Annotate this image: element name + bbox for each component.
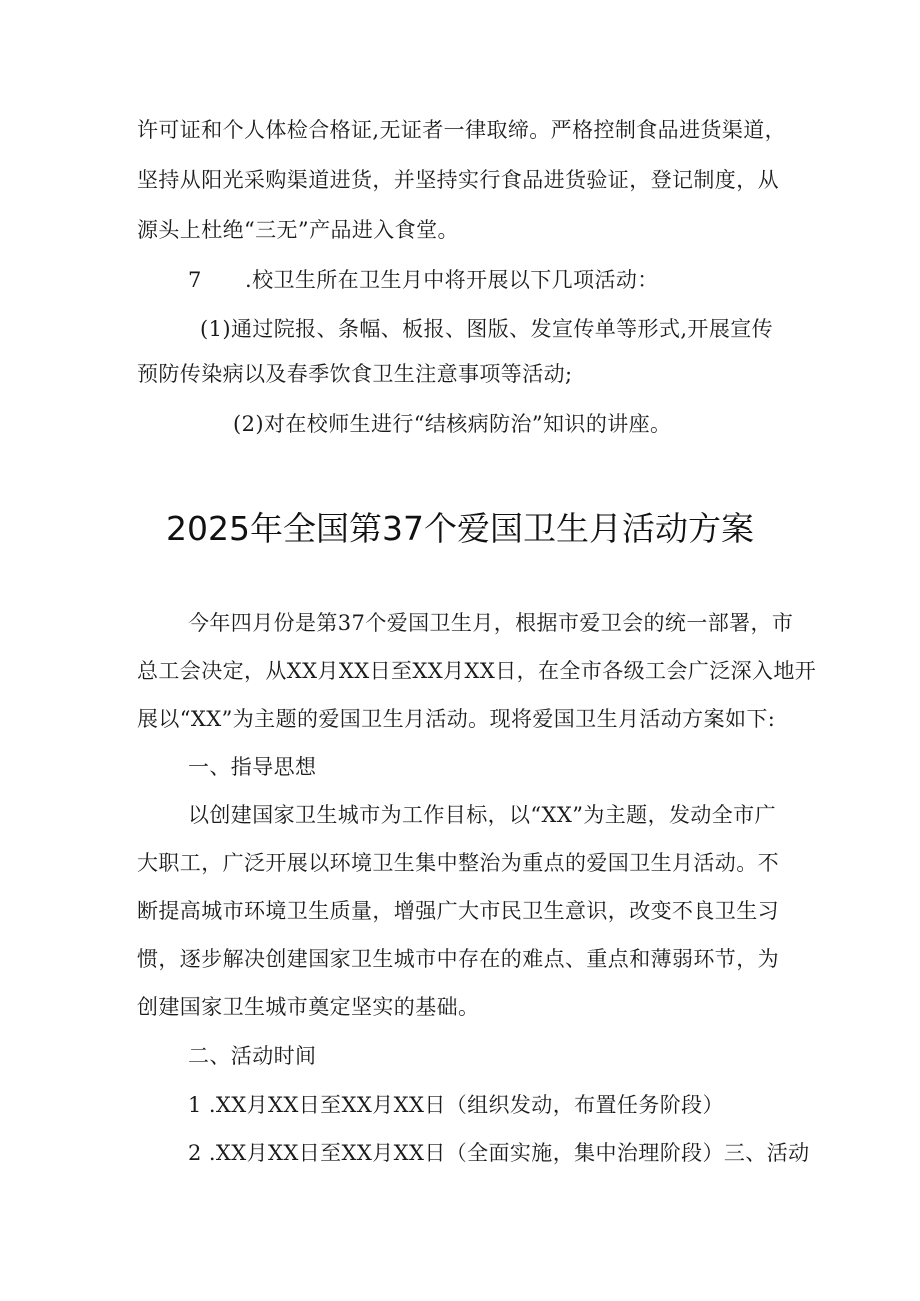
paragraph-line: 断提高城市环境卫生质量，增强广大市民卫生意识，改变不良卫生习 <box>137 899 779 923</box>
paragraph-line: 大职工，广泛开展以环境卫生集中整治为重点的爱国卫生月活动。不 <box>137 851 779 875</box>
paragraph-line: 今年四月份是第37个爱国卫生月，根据市爱卫会的统一部署，市 <box>188 611 794 635</box>
paragraph-line: 总工会决定，从XX月XX日至XX月XX日，在全市各级工会广泛深入地开 <box>137 659 817 683</box>
list-item-text: .校卫生所在卫生月中将开展以下几项活动： <box>245 268 659 292</box>
list-item: 1 .XX月XX日至XX月XX日（组织发动，布置任务阶段） <box>188 1093 724 1117</box>
paragraph-line: 惯，逐步解决创建国家卫生城市中存在的难点、重点和薄弱环节，为 <box>137 947 779 971</box>
sub-item-line: (2)对在校师生进行“结核病防治”知识的讲座。 <box>233 412 672 436</box>
paragraph-line: 以创建国家卫生城市为工作目标，以“XX”为主题，发动全市广 <box>188 803 776 827</box>
page-title: 2025年全国第37个爱国卫生月活动方案 <box>166 509 754 548</box>
section-heading: 二、活动时间 <box>188 1044 317 1068</box>
sub-item-line: 预防传染病以及春季饮食卫生注意事项等活动; <box>137 362 573 386</box>
list-item-number: 7 <box>188 268 202 292</box>
list-item: 2 .XX月XX日至XX月XX日（全面实施，集中治理阶段）三、活动 <box>188 1141 810 1165</box>
paragraph-line: 坚持从阳光采购渠道进货，并坚持实行食品进货验证，登记制度，从 <box>137 168 779 192</box>
section-heading: 一、指导思想 <box>188 755 317 779</box>
paragraph-line: 源头上杜绝“三无”产品进入食堂。 <box>137 218 459 242</box>
sub-item-line: (1)通过院报、条幅、板报、图版、发宣传单等形式,开展宣传 <box>200 317 774 341</box>
paragraph-line: 展以“XX”为主题的爱国卫生月活动。现将爱国卫生月活动方案如下: <box>137 707 776 731</box>
paragraph-line: 许可证和个人体检合格证,无证者一律取缔。严格控制食品进货渠道， <box>137 118 787 142</box>
paragraph-line: 创建国家卫生城市奠定坚实的基础。 <box>137 995 480 1019</box>
